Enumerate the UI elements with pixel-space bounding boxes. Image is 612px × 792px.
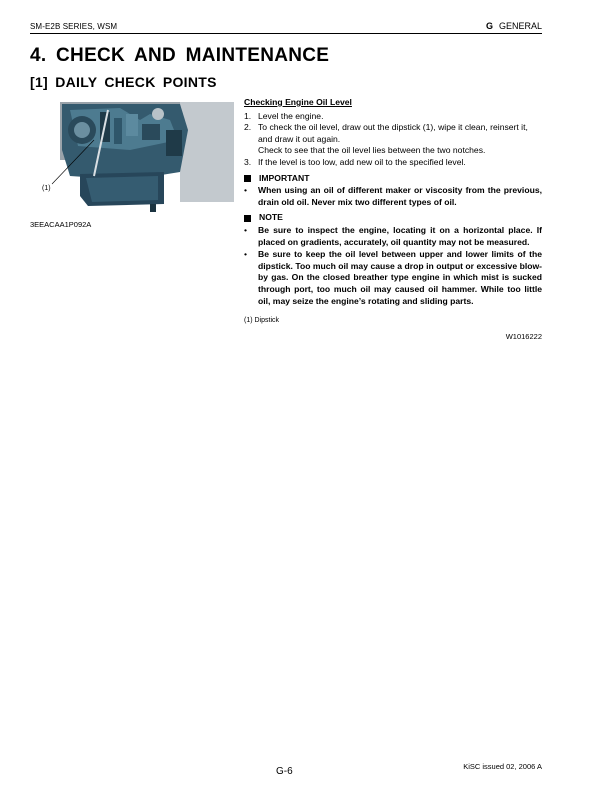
important-item [244,185,542,208]
note-heading [244,212,542,224]
content-column [244,97,542,342]
document-code: W1016222 [505,331,542,341]
section-heading: [1] DAILY CHECK POINTS [30,74,217,90]
step-number: 3. [244,156,252,167]
step-note: Check to see that the oil level lies between the two notches. [258,145,486,156]
bullet-icon: • [244,185,248,196]
step-number: 1. [244,110,252,121]
step-text: If the level is too low, add new oil to the specified level. [258,156,466,167]
note-text: Be sure to keep the oil level between upper and lower limits of the dipstick. Too much oil may cause a drop in output or excessive blow-by gas. On the closed breather type engine in which mist is sucked through port, too much oil may caused oil hammer. While too little oil, may seize the engine’s rotating and sliding parts. [258,249,542,306]
bullet-icon: • [244,249,248,260]
header-rule [30,33,542,34]
important-text: When using an oil of different maker or viscosity from the previous, drain old oil. Never mix two different types of oil. [258,185,542,207]
engine-photo [30,100,234,218]
dipstick-callout: (1) [42,185,51,192]
step-text: To check the oil level, draw out the dipstick (1), wipe it clean, reinsert it, and draw it out again. [258,122,528,144]
step-item [244,157,542,169]
note-label: NOTE [259,212,283,223]
step-number: 2. [244,122,252,133]
step-text: Level the engine. [258,110,324,121]
header-section [486,21,542,31]
square-bullet-icon [244,175,251,182]
procedure-title: Checking Engine Oil Level [244,97,352,107]
step-item [244,122,542,145]
square-bullet-icon [244,215,251,222]
figure-caption: 3EEACAA1P092A [30,220,92,229]
header-section-name: GENERAL [498,21,542,31]
footnote: (1) Dipstick [244,317,280,325]
header-section-letter: G [485,21,493,31]
page-title: 4. CHECK AND MAINTENANCE [30,45,330,66]
header-series: SM-E2B SERIES, WSM [30,22,118,31]
engine-illustration [30,100,234,218]
note-item [244,249,542,307]
note-item [244,225,542,248]
bullet-icon: • [244,224,248,235]
important-label: IMPORTANT [259,172,310,183]
issue-note: KiSC issued 02, 2006 A [463,762,542,771]
step-item [244,111,542,123]
note-text: Be sure to inspect the engine, locating it on a horizontal place. If placed on gradients, accurately, oil quantity may not be measured. [258,224,542,247]
important-heading [244,173,542,185]
page-number: G-6 [276,766,293,777]
